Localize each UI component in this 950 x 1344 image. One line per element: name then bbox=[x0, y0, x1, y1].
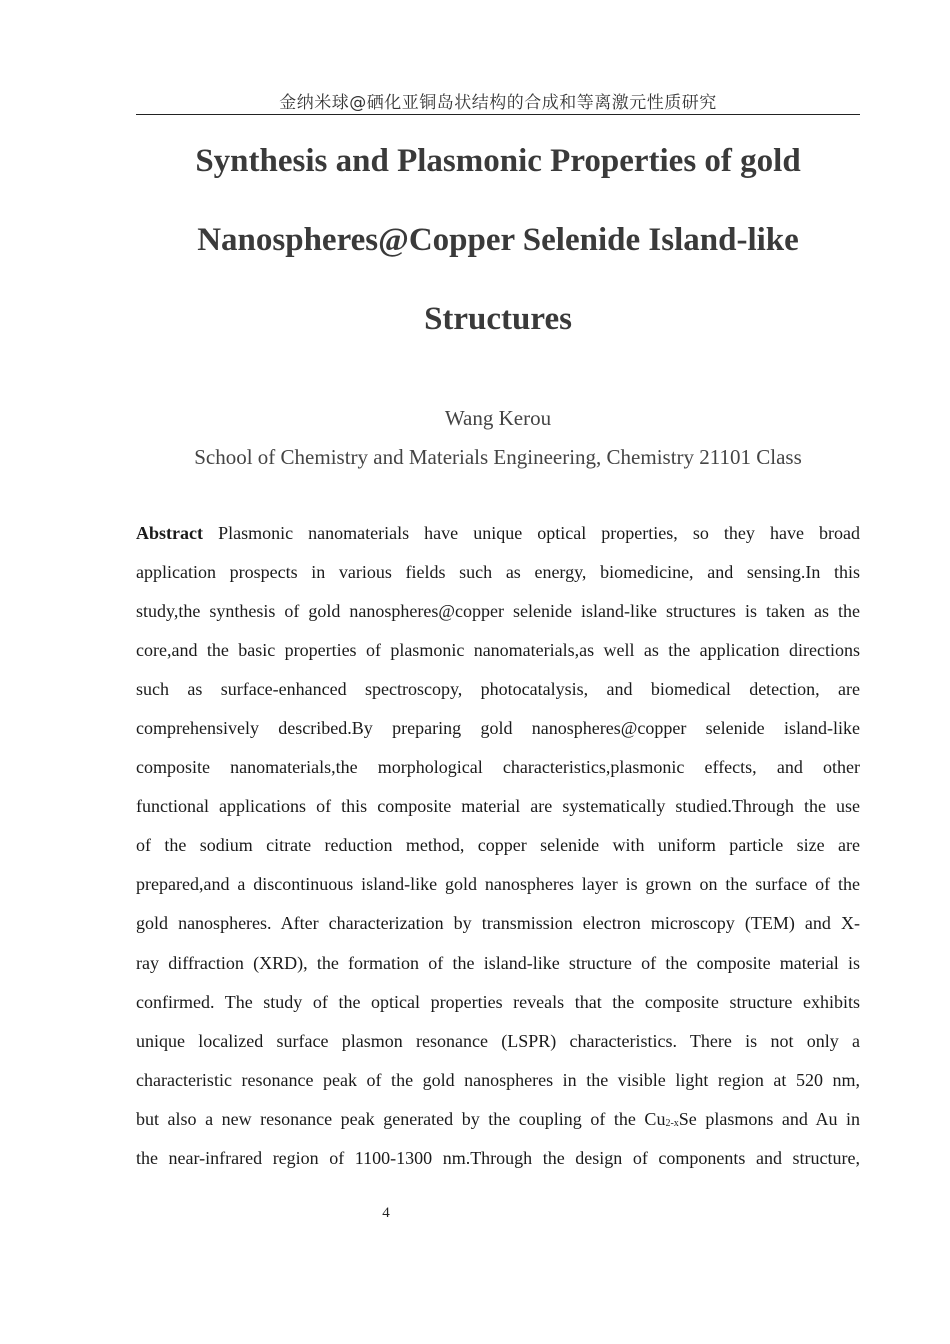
author-name: Wang Kerou bbox=[444, 406, 552, 430]
abstract-line: gold nanospheres. After characterization by transmission electron microscopy (TEM) and X- bbox=[136, 913, 860, 934]
abstract-line: the near-infrared region of 1100-1300 nm.Through the design of components and structure, bbox=[136, 1147, 860, 1168]
running-header: 金纳米球@硒化亚铜岛状结构的合成和等离激元性质研究 bbox=[136, 92, 860, 115]
title-line-2: Nanospheres@Copper Selenide Island-like bbox=[197, 222, 799, 258]
abstract-line-text: Plasmonic nanomaterials have unique optical properties, so they have broad bbox=[218, 523, 860, 543]
abstract bbox=[136, 514, 860, 1178]
abstract-line: characteristic resonance peak of the gold nanospheres in the visible light region at 520 nm, bbox=[136, 1069, 860, 1090]
abstract-line-text: but also a new resonance peak generated by the coupling of the Cu bbox=[136, 1108, 666, 1129]
abstract-line: confirmed. The study of the optical properties reveals that the composite structure exhibits bbox=[136, 991, 860, 1012]
page-number: 4 bbox=[382, 1205, 390, 1221]
abstract-line: prepared,and a discontinuous island-like gold nanospheres layer is grown on the surface of the bbox=[136, 874, 860, 895]
abstract-line: application prospects in various fields such as energy, biomedicine, and sensing.In this bbox=[136, 562, 860, 583]
abstract-line: composite nanomaterials,the morphological characteristics,plasmonic effects, and other bbox=[136, 757, 860, 778]
abstract-line-text: Se plasmons and Au in bbox=[678, 1108, 860, 1129]
abstract-line bbox=[136, 1100, 860, 1139]
abstract-line: ray diffraction (XRD), the formation of the island-like structure of the composite material is bbox=[136, 952, 860, 973]
chemical-subscript: 2-x bbox=[665, 1117, 679, 1129]
abstract-line: comprehensively described.By preparing gold nanospheres@copper selenide island-like bbox=[136, 718, 860, 739]
author-affiliation: School of Chemistry and Materials Engineering, Chemistry 21101 Class bbox=[194, 445, 802, 469]
abstract-line bbox=[136, 514, 860, 553]
abstract-line: such as surface-enhanced spectroscopy, photocatalysis, and biomedical detection, are bbox=[136, 679, 860, 700]
title-line-1: Synthesis and Plasmonic Properties of gold bbox=[195, 143, 801, 179]
abstract-line: unique localized surface plasmon resonance (LSPR) characteristics. There is not only a bbox=[136, 1030, 860, 1051]
abstract-line: study,the synthesis of gold nanospheres@copper selenide island-like structures is taken as the bbox=[136, 601, 860, 622]
abstract-line: functional applications of this composite material are systematically studied.Through the use bbox=[136, 796, 860, 817]
abstract-line: core,and the basic properties of plasmonic nanomaterials,as well as the application directions bbox=[136, 640, 860, 661]
title-line-3: Structures bbox=[424, 301, 572, 337]
abstract-line: of the sodium citrate reduction method, copper selenide with uniform particle size are bbox=[136, 835, 860, 856]
paper-title bbox=[110, 122, 886, 359]
abstract-label: Abstract bbox=[136, 523, 203, 543]
